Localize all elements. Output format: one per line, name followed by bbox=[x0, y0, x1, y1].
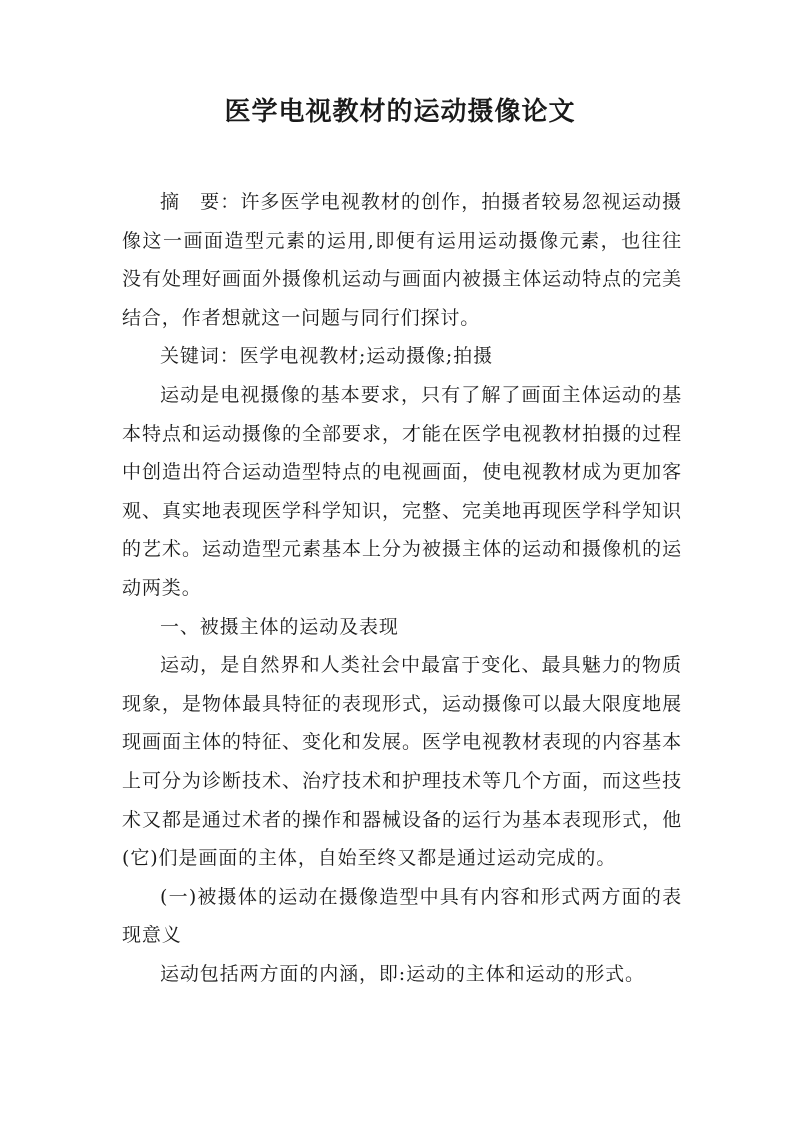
subsection-heading: (一)被摄体的运动在摄像造型中具有内容和形式两方面的表现意义 bbox=[122, 885, 682, 947]
body-paragraph: 运动，是自然界和人类社会中最富于变化、最具魅力的物质现象，是物体最具特征的表现形式，运动摄像可以最大限度地展现画面主体的特征、变化和发展。医学电视教材表现的内容基本上可分为诊断技术、治疗技术和护理技术等几个方面，而这些技术又都是通过术者的操作和器械设备的运行为基本表现形式，他(它)们是画面的主体，自始至终又都是通过运动完成的。 bbox=[122, 654, 682, 870]
body-paragraph: 运动是电视摄像的基本要求，只有了解了画面主体运动的基本特点和运动摄像的全部要求，才能在医学电视教材拍摄的过程中创造出符合运动造型特点的电视画面，使电视教材成为更加客观、真实地表现医学科学知识，完整、完美地再现医学科学知识的艺术。运动造型元素基本上分为被摄主体的运动和摄像机的运动两类。 bbox=[122, 383, 682, 599]
body-paragraph: 运动包括两方面的内涵，即:运动的主体和运动的形式。 bbox=[160, 962, 645, 985]
abstract-paragraph: 摘 要：许多医学电视教材的创作，拍摄者较易忽视运动摄像这一画面造型元素的运用,即便有运用运动摄像元素，也往往没有处理好画面外摄像机运动与画面内被摄主体运动特点的完美结合，作者想就这一问题与同行们探讨。 bbox=[122, 191, 682, 329]
keywords-paragraph: 关键词：医学电视教材;运动摄像;拍摄 bbox=[160, 345, 494, 368]
document-title: 医学电视教材的运动摄像论文 bbox=[224, 97, 576, 127]
document-body bbox=[122, 183, 682, 993]
section-heading: 一、被摄主体的运动及表现 bbox=[160, 615, 399, 638]
